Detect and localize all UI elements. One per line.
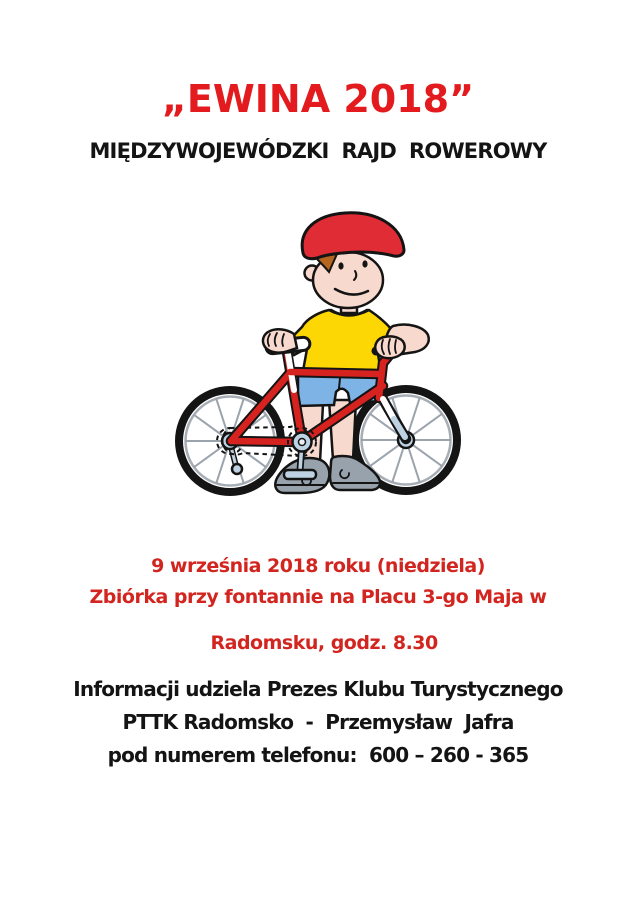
pedal [284, 470, 316, 479]
right-eye [362, 260, 367, 267]
bicycle-boy-drawing [158, 206, 470, 504]
contact-line1: Informacji udziela Prezes Klubu Turystycznego [73, 677, 563, 701]
event-meeting-line1: Zbiórka przy fontannie na Placu 3-go Maja w [89, 586, 547, 608]
right-shoe [330, 456, 380, 490]
poster-subtitle: MIĘDZYWOJEWÓDZKI RAJD ROWEROWY [89, 139, 547, 163]
contact-line3: pod numerem telefonu: 600 – 260 - 365 [107, 743, 529, 767]
contact-line2: PTTK Radomsko - Przemysław Jafra [122, 710, 514, 734]
event-meeting-lines [0, 586, 636, 655]
boy-with-bicycle-illustration [158, 206, 470, 504]
head [302, 213, 404, 308]
helmet [302, 213, 404, 259]
event-date-line: 9 września 2018 roku (niedziela) [151, 555, 485, 577]
poster-title: „EWINA 2018” [161, 77, 475, 121]
left-eye [338, 262, 343, 269]
event-meeting-line2: Radomsku, godz. 8.30 [210, 632, 438, 654]
contact-block [0, 673, 636, 772]
